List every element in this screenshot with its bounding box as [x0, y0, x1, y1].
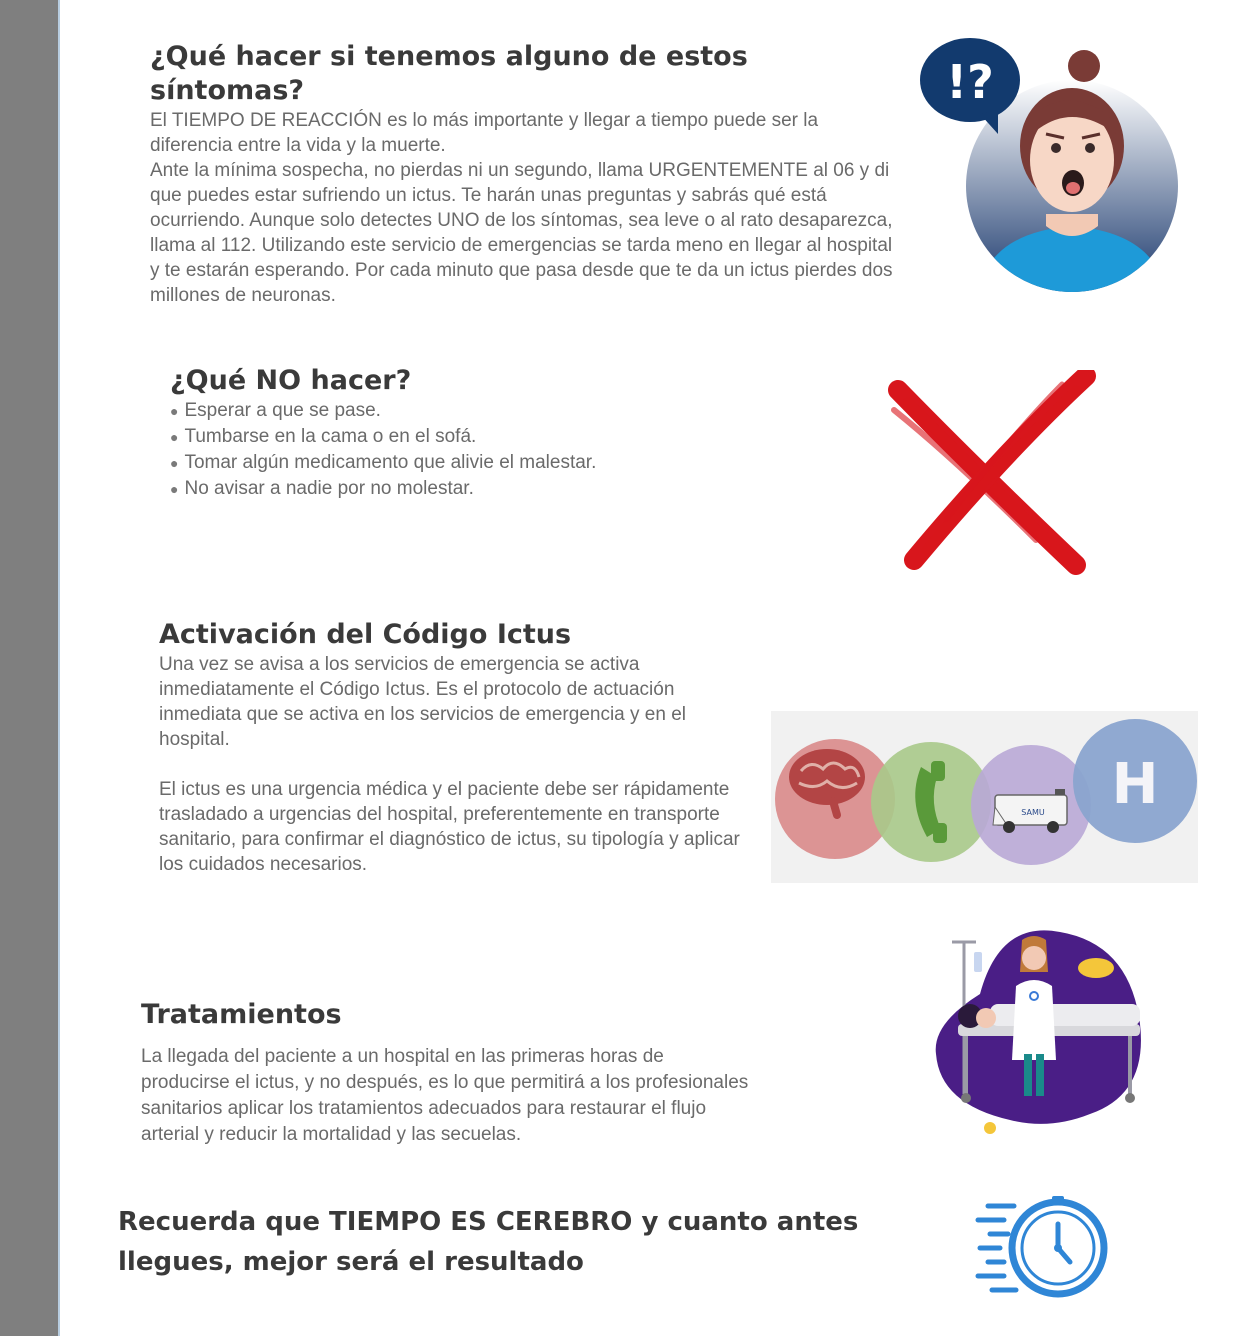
section-title: ¿Qué NO hacer?: [170, 365, 412, 396]
reminder-text: Recuerda que TIEMPO ES CEREBRO y cuanto antes llegues, mejor será el resultado: [118, 1207, 859, 1277]
section-title: Activación del Código Ictus: [159, 619, 572, 650]
section-title: ¿Qué hacer si tenemos alguno de estos síntomas?: [150, 41, 748, 106]
section-what-to-do: [150, 40, 900, 308]
section-code-activation: [159, 618, 759, 877]
red-cross-icon: [886, 370, 1096, 580]
list-item: ● Tumbarse en la cama o en el sofá.: [170, 424, 810, 450]
section-title: Tratamientos: [141, 999, 342, 1030]
left-margin-bar: [0, 0, 60, 1336]
section-body: La llegada del paciente a un hospital en las primeras horas de producirse el ictus, y no después, es lo que permitirá a los profesionales sanitarios aplicar los tratamientos adecuados para restaurar el flujo arterial y reducir la mortalidad y las secuelas.: [141, 1046, 749, 1145]
section-paragraph: Una vez se avisa a los servicios de emergencia se activa inmediatamente el Código Ictus. Es el protocolo de actuación inmediata que se activa en los servicios de emergencia y en el hospital.: [159, 654, 687, 750]
worried-woman-icon: [918, 38, 1180, 294]
section-treatments: [141, 998, 751, 1148]
section-what-not-to-do: [170, 364, 810, 502]
hospital-letter: H: [1111, 752, 1159, 817]
list-item: ● No avisar a nadie por no molestar.: [170, 476, 810, 502]
doctor-patient-icon: [930, 924, 1150, 1136]
section-body: El TIEMPO DE REACCIÓN es lo más importante y llegar a tiempo puede ser la diferencia entre la vida y la muerte. Ante la mínima sospecha, no pierdas ni un segundo, llama URGENTEMENTE al 06 y di que puedes estar sufriendo un ictus. Te harán unas preguntas y sabrás qué está ocurriendo. Aunque solo detectes UNO de los síntomas, sea leve o al rato desaparezca, llama al 112. Utilizando este servicio de emergencias se tarda meno en llegar al hospital y te estarán esperando. Por cada minuto que pasa desde que te da un ictus pierdes dos millones de neuronas.: [150, 110, 893, 306]
stroke-chain-icons: [771, 711, 1198, 883]
section-paragraph: El ictus es una urgencia médica y el paciente debe ser rápidamente trasladado a urgencias del hospital, preferentemente en transporte sanitario, para confirmar el diagnóstico de ictus, su tipología y aplicar los cuidados necesarios.: [159, 779, 740, 875]
speech-bubble-text: !?: [946, 55, 994, 109]
ambulance-label: SAMU: [1021, 808, 1045, 817]
list-item: ● Tomar algún medicamento que alivie el malestar.: [170, 450, 810, 476]
dont-list: [170, 398, 810, 502]
list-item: ● Esperar a que se pase.: [170, 398, 810, 424]
fast-clock-icon: [974, 1196, 1110, 1304]
